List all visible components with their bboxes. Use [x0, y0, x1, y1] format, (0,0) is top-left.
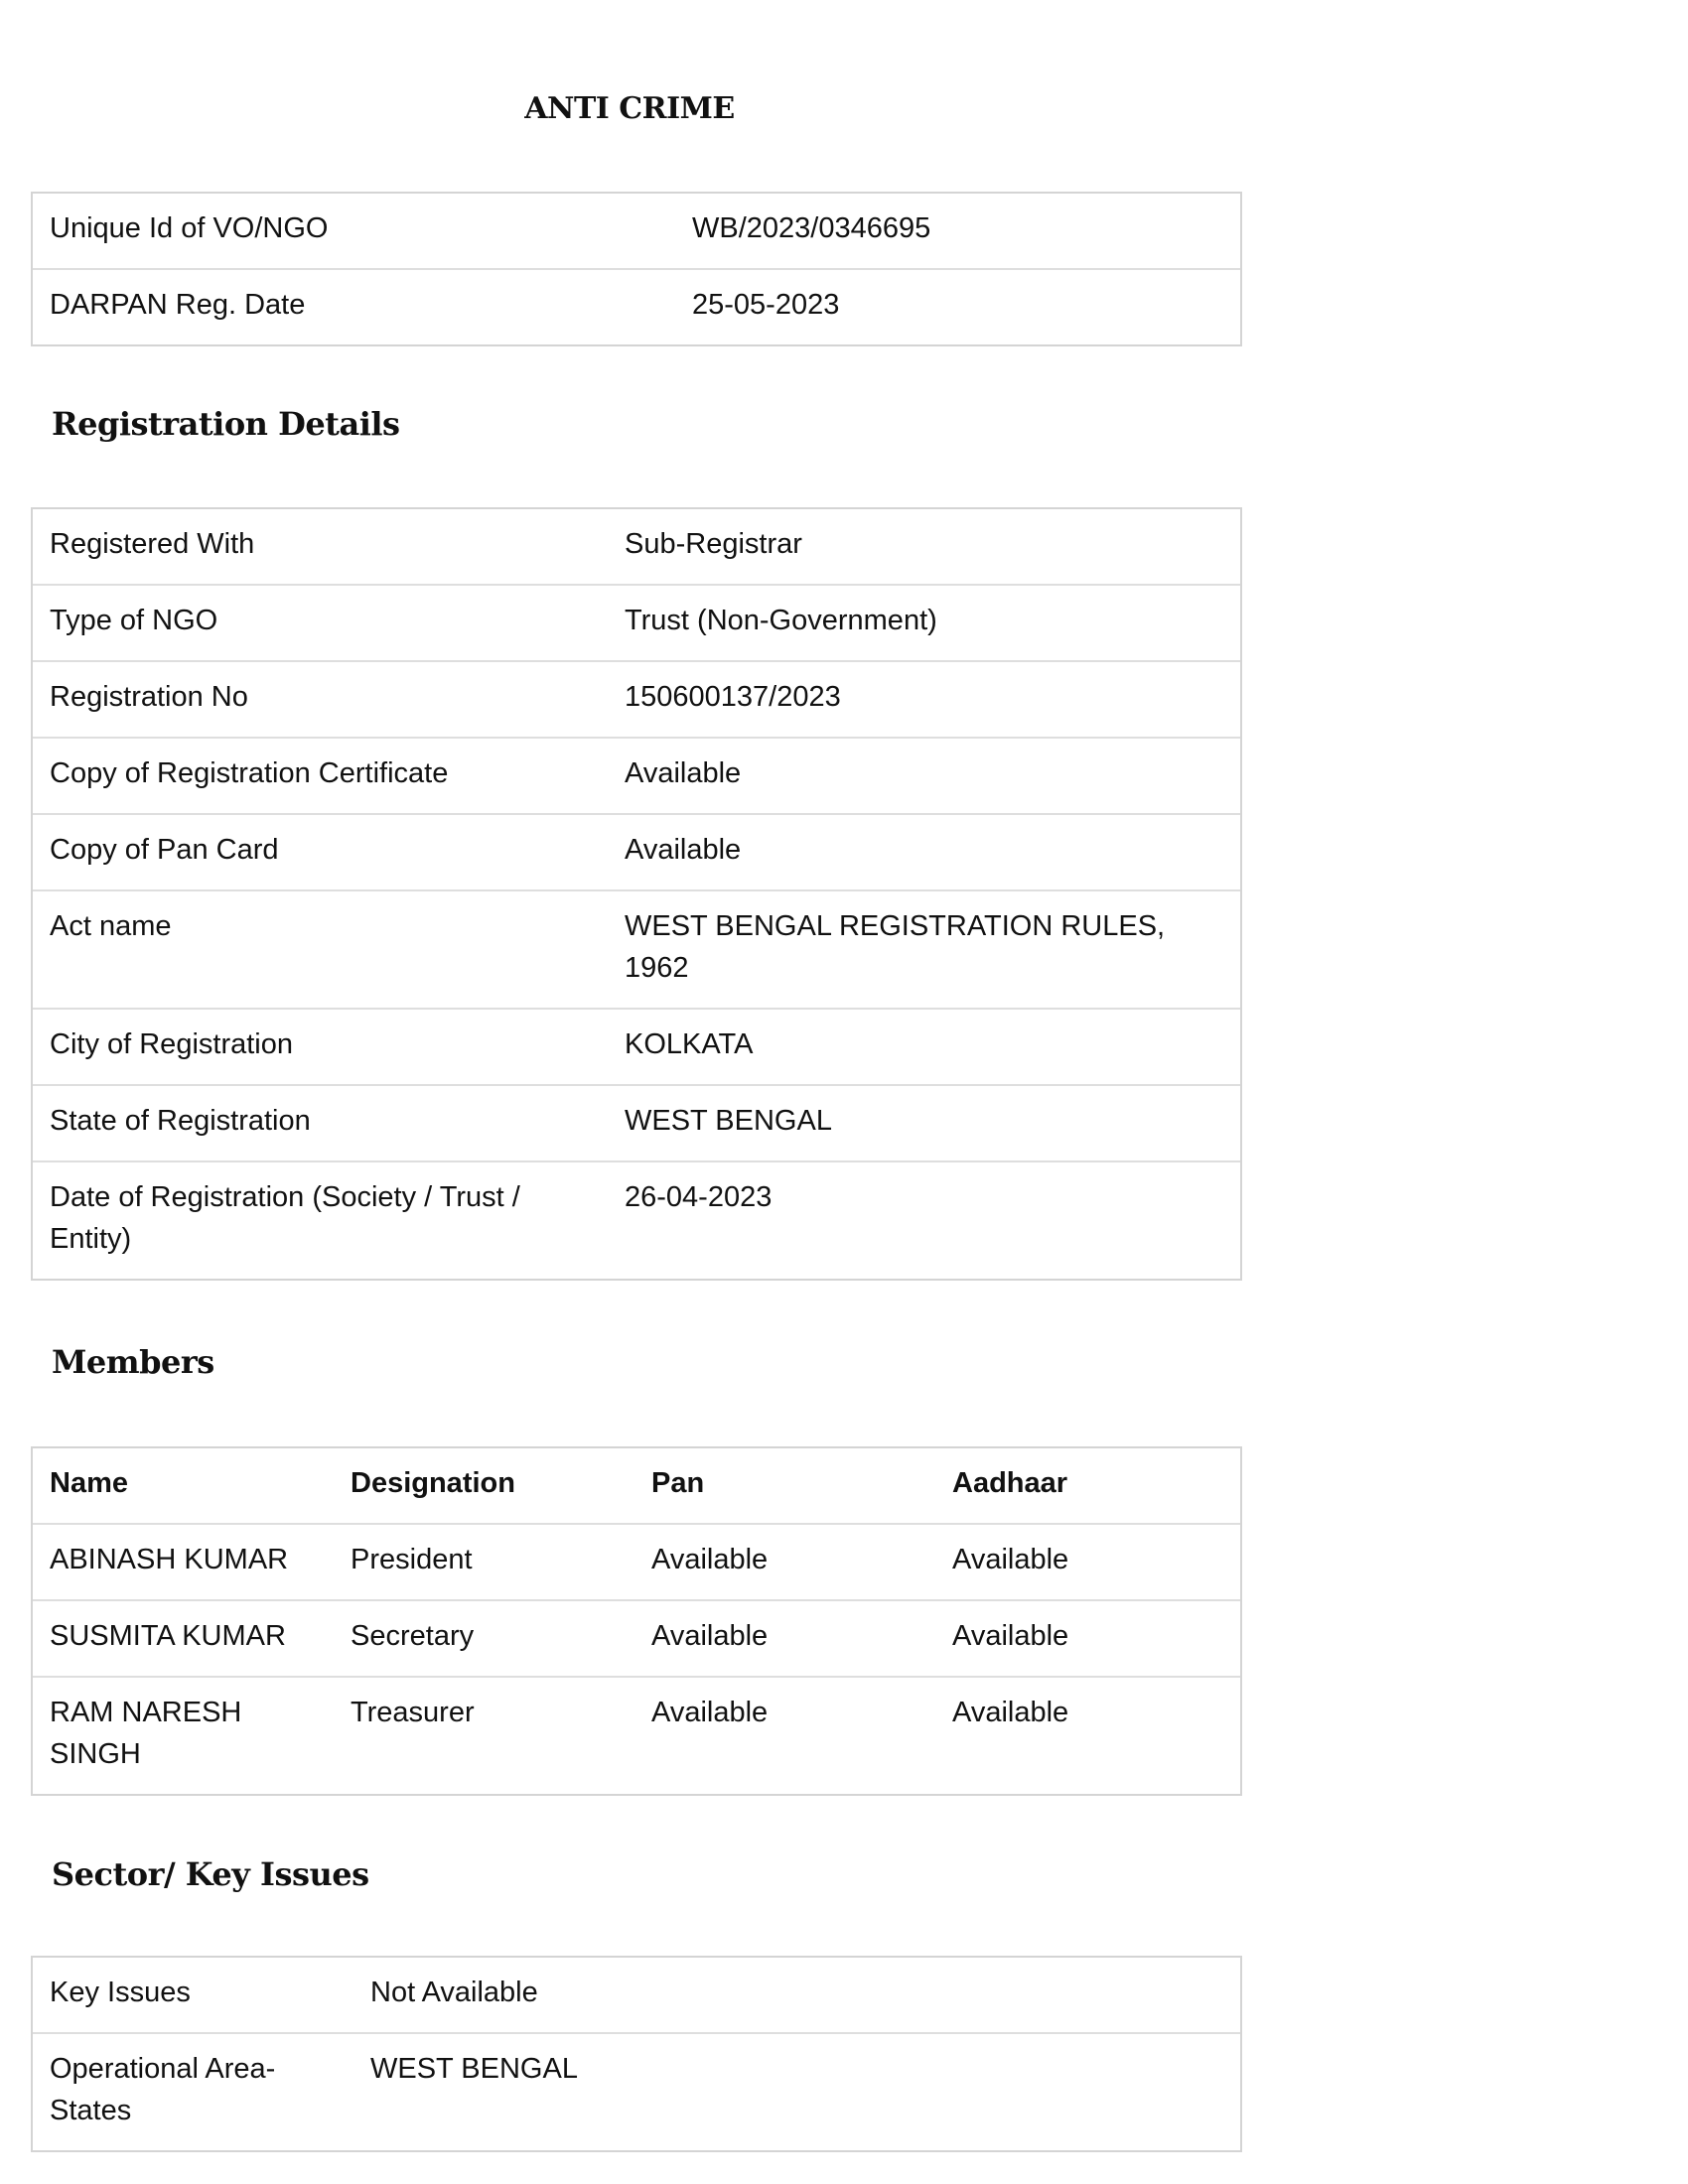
row-value: 150600137/2023 — [625, 681, 841, 713]
table-row — [33, 1676, 1240, 1794]
row-label: Date of Registration (Society / Trust / Entity) — [50, 1181, 520, 1255]
member-name: RAM NARESH SINGH — [50, 1697, 242, 1770]
registration-table — [31, 507, 1242, 1281]
table-row — [33, 813, 1240, 889]
darpan-date-value: 25-05-2023 — [692, 289, 840, 321]
member-pan: Available — [651, 1544, 769, 1575]
column-header-pan: Pan — [651, 1467, 705, 1499]
row-label: State of Registration — [50, 1105, 311, 1137]
table-row — [33, 2032, 1240, 2150]
page-title: ANTI CRIME — [524, 91, 735, 126]
members-table — [31, 1446, 1242, 1796]
column-header-designation: Designation — [351, 1467, 515, 1499]
row-value: Available — [625, 834, 742, 866]
table-row — [33, 1523, 1240, 1599]
registration-heading: Registration Details — [52, 405, 400, 443]
sector-heading: Sector/ Key Issues — [52, 1855, 369, 1893]
operational-area-value: WEST BENGAL — [370, 2053, 578, 2085]
row-value: KOLKATA — [625, 1028, 754, 1060]
member-pan: Available — [651, 1697, 769, 1728]
identity-table — [31, 192, 1242, 346]
table-row — [33, 1008, 1240, 1084]
table-row — [33, 737, 1240, 813]
table-row — [33, 889, 1240, 1008]
table-row — [33, 1084, 1240, 1160]
row-label: Copy of Pan Card — [50, 834, 279, 866]
member-designation: President — [351, 1544, 473, 1575]
operational-area-label: Operational Area-States — [50, 2053, 276, 2126]
member-designation: Secretary — [351, 1620, 475, 1652]
sector-table — [31, 1956, 1242, 2152]
row-value: WEST BENGAL REGISTRATION RULES, 1962 — [625, 910, 1166, 984]
table-row — [33, 1599, 1240, 1676]
column-header-name: Name — [50, 1467, 128, 1499]
row-label: Registration No — [50, 681, 248, 713]
row-value: Sub-Registrar — [625, 528, 802, 560]
member-pan: Available — [651, 1620, 769, 1652]
row-label: Act name — [50, 910, 172, 942]
member-name: SUSMITA KUMAR — [50, 1620, 286, 1652]
table-row — [33, 1958, 1240, 2032]
members-heading: Members — [52, 1343, 214, 1381]
table-row — [33, 194, 1240, 268]
row-value: Trust (Non-Government) — [625, 605, 937, 636]
key-issues-value: Not Available — [370, 1977, 538, 2008]
row-label: Registered With — [50, 528, 255, 560]
table-header-row — [33, 1448, 1240, 1523]
row-label: City of Registration — [50, 1028, 293, 1060]
member-aadhaar: Available — [952, 1544, 1069, 1575]
row-label: Type of NGO — [50, 605, 218, 636]
row-value: Available — [625, 757, 742, 789]
member-name: ABINASH KUMAR — [50, 1544, 289, 1575]
member-aadhaar: Available — [952, 1620, 1069, 1652]
table-row — [33, 509, 1240, 584]
table-row — [33, 268, 1240, 344]
row-label: Copy of Registration Certificate — [50, 757, 449, 789]
table-row — [33, 660, 1240, 737]
row-value: 26-04-2023 — [625, 1181, 773, 1213]
column-header-aadhaar: Aadhaar — [952, 1467, 1068, 1499]
unique-id-value: WB/2023/0346695 — [692, 212, 931, 244]
member-designation: Treasurer — [351, 1697, 475, 1728]
table-row — [33, 1160, 1240, 1279]
unique-id-label: Unique Id of VO/NGO — [50, 212, 329, 244]
table-row — [33, 584, 1240, 660]
row-value: WEST BENGAL — [625, 1105, 832, 1137]
darpan-date-label: DARPAN Reg. Date — [50, 289, 306, 321]
key-issues-label: Key Issues — [50, 1977, 191, 2008]
member-aadhaar: Available — [952, 1697, 1069, 1728]
